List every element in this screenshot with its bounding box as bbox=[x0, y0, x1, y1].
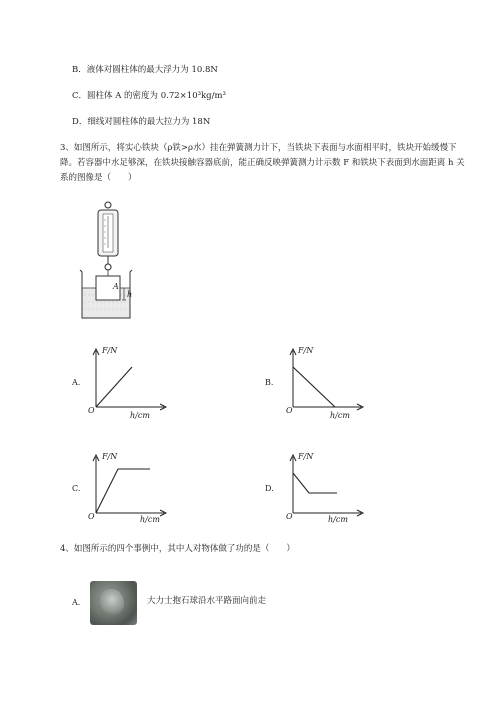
block-label: A bbox=[113, 282, 119, 291]
graph-d-origin: O bbox=[286, 512, 293, 521]
graph-c-option[interactable]: C. bbox=[72, 484, 81, 493]
question-4-text: 4、如图所示的四个事例中，其中人对物体做了功的是（ ） bbox=[60, 544, 295, 554]
question-3-text: 3、如图所示，将实心铁块（ρ铁>ρ水）挂在弹簧测力计下，当铁块下表面与水面相平时，铁块开始缓慢下降。若容器中水足够深，在铁块接触容器底前，能正确反映弹簧测力计示数 F 和铁块下表面到水面距离 h 关系的图像是（ ） bbox=[60, 143, 465, 183]
graph-b-origin: O bbox=[286, 406, 293, 415]
graph-a bbox=[88, 345, 168, 415]
graph-a-xlabel: h/cm bbox=[130, 411, 150, 420]
graph-a-ylabel: F/N bbox=[102, 346, 118, 355]
q4-option-a-label[interactable]: A. bbox=[72, 598, 81, 607]
option-b-text: B．液体对圆柱体的最大浮力为 10.8N bbox=[72, 65, 218, 75]
graph-b-xlabel: h/cm bbox=[330, 411, 350, 420]
q4-option-a-text: 大力士抱石球沿水平路面向前走 bbox=[147, 596, 267, 606]
graph-b-ylabel: F/N bbox=[298, 346, 314, 355]
graph-c-xlabel: h/cm bbox=[140, 515, 160, 524]
graph-c bbox=[88, 451, 168, 521]
graph-d bbox=[285, 451, 365, 521]
graph-b-option[interactable]: B. bbox=[265, 378, 274, 387]
graph-c-ylabel: F/N bbox=[102, 452, 118, 461]
strongman-stone-ball-photo bbox=[90, 581, 137, 625]
graph-d-xlabel: h/cm bbox=[328, 515, 348, 524]
graph-a-origin: O bbox=[88, 406, 95, 415]
spring-scale-figure bbox=[78, 200, 138, 325]
graph-d-ylabel: F/N bbox=[298, 452, 314, 461]
depth-h-label: h bbox=[127, 290, 133, 299]
graph-d-option[interactable]: D. bbox=[265, 484, 274, 493]
option-c-text: C．圆柱体 A 的密度为 0.72×10³kg/m³ bbox=[72, 91, 226, 101]
graph-c-origin: O bbox=[88, 512, 95, 521]
graph-b bbox=[285, 345, 365, 415]
graph-a-option[interactable]: A. bbox=[72, 378, 81, 387]
option-d-text: D．细线对圆柱体的最大拉力为 18N bbox=[72, 117, 211, 127]
